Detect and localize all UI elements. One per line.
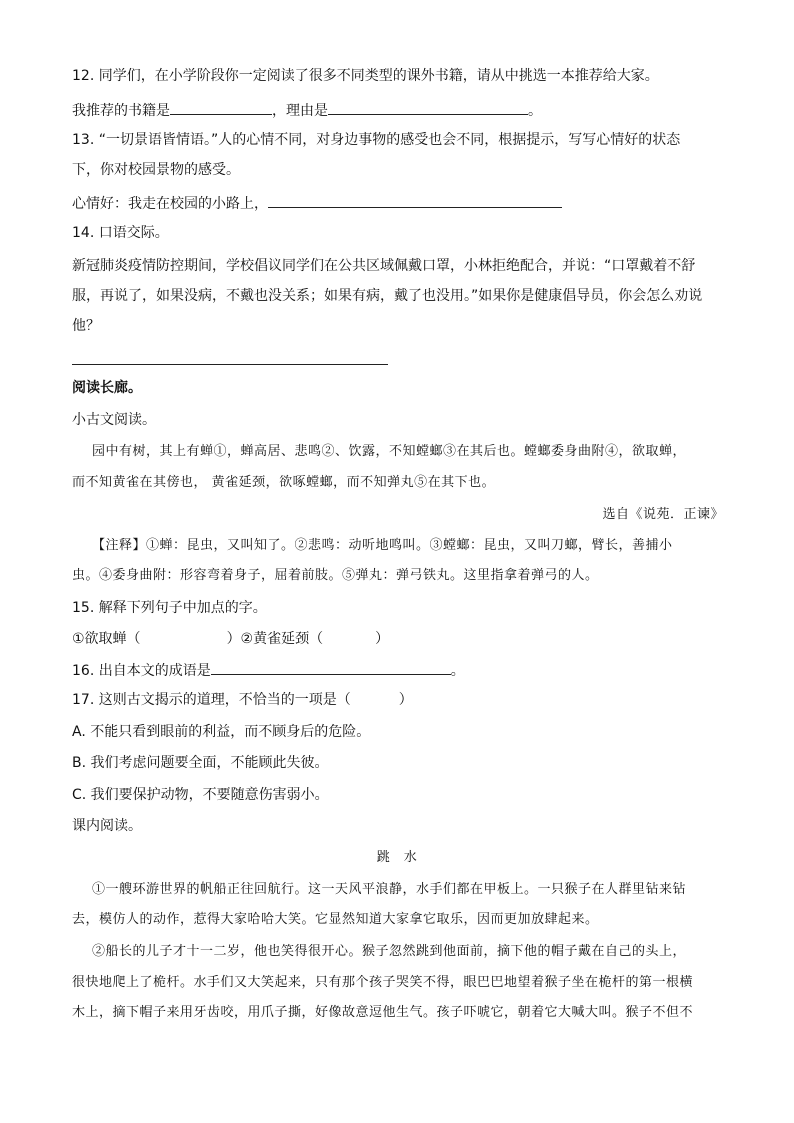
q13-prompt-line1: 13. “一切景语皆情语。”人的心情不同，对身边事物的感受也会不同，根据提示，写写心情好的状态 — [72, 132, 681, 148]
q17-option-a[interactable]: A. 不能只看到眼前的利益，而不顾身后的危险。 — [72, 724, 371, 740]
q16-line — [72, 660, 465, 681]
passage-p2-line3: 木上，摘下帽子来用牙齿咬，用爪子撕，好像故意逗他生气。孩子吓唬它，朝着它大喊大叫。猴子不但不 — [72, 1005, 694, 1020]
passage-p1-line2: 去，模仿人的动作，惹得大家哈哈大笑。它显然知道大家拿它取乐，因而更加放肆起来。 — [72, 912, 599, 927]
section-title: 阅读长廊。 — [72, 380, 142, 396]
q16-prompt: 16. 出自本文的成语是 — [72, 663, 211, 679]
passage-p2-line1: ②船长的儿子才十一二岁，他也笑得很开心。猴子忽然跳到他面前，摘下他的帽子戴在自己的头上， — [92, 944, 687, 959]
q12-prompt: 12. 同学们，在小学阶段你一定阅读了很多不同类型的课外书籍，请从中挑选一本推荐给大家。 — [72, 68, 659, 84]
q16-period: 。 — [450, 663, 465, 679]
passage-p2-line2: 很快地爬上了桅杆。水手们又大笑起来，只有那个孩子哭笑不得，眼巴巴地望着猴子坐在桅杆的第一根横 — [72, 975, 694, 990]
q17-title: 17. 这则古文揭示的道理，不恰当的一项是（ — [72, 692, 351, 708]
q14-text-line2: 服，再说了，如果没病，不戴也没关系；如果有病，戴了也没用。”如果你是健康倡导员，你会怎么劝说 — [72, 288, 703, 304]
classical-text-line1: 园中有树，其上有蝉①，蝉高居、悲鸣②、饮露，不知螳螂③在其后也。螳螂委身曲附④，欲取蝉， — [92, 444, 687, 459]
q17-option-c[interactable]: C. 我们要保护动物，不要随意伤害弱小。 — [72, 787, 329, 803]
q15-item1-label: ①欲取蝉（ — [72, 631, 141, 647]
q17-close: ） — [398, 692, 413, 708]
q12-reason-blank[interactable] — [328, 100, 528, 115]
q12-reason-label: ，理由是 — [272, 103, 328, 119]
passage-title: 跳 水 — [376, 850, 418, 865]
q14-text-line3: 他？ — [72, 318, 100, 334]
q12-book-blank[interactable] — [170, 100, 272, 115]
q14-text-line1: 新冠肺炎疫情防控期间，学校倡议同学们在公共区域佩戴口罩，小林拒绝配合，并说：“口罩戴着不舒 — [72, 258, 696, 274]
q12-answer-line — [72, 100, 542, 121]
q15-title: 15. 解释下列句子中加点的字。 — [72, 600, 267, 616]
q17-title-line — [72, 690, 413, 710]
q13-answer-blank[interactable] — [268, 193, 562, 208]
q12-period: 。 — [528, 103, 542, 119]
inclass-subtitle: 课内阅读。 — [72, 818, 142, 834]
q14-answer-blank[interactable] — [72, 364, 388, 365]
q12-book-label: 我推荐的书籍是 — [72, 103, 170, 119]
q14-title: 14. 口语交际。 — [72, 225, 169, 241]
classical-subtitle: 小古文阅读。 — [72, 412, 156, 428]
classical-note-line2: 虫。④委身曲附：形容弯着身子，屈着前肢。⑤弹丸：弹弓铁丸。这里指拿着弹弓的人。 — [72, 568, 599, 583]
q15-close: ） — [375, 631, 390, 647]
classical-text-line2: 而不知黄雀在其傍也， 黄雀延颈，欲啄螳螂，而不知弹丸⑤在其下也。 — [72, 475, 496, 490]
q13-prompt-line2: 下，你对校园景物的感受。 — [72, 162, 240, 178]
passage-p1-line1: ①一艘环游世界的帆船正往回航行。这一天风平浪静，水手们都在甲板上。一只猴子在人群里钻来钻 — [92, 882, 687, 897]
q15-item2-label: ）②黄雀延颈（ — [226, 631, 324, 647]
q16-answer-blank[interactable] — [211, 660, 451, 675]
q15-answer-line — [72, 629, 389, 649]
q13-answer-line — [72, 193, 562, 214]
q17-option-b[interactable]: B. 我们考虑问题要全面，不能顾此失彼。 — [72, 755, 329, 771]
classical-source: 选自《说苑．正谏》 — [602, 507, 724, 522]
classical-note-line1: 【注释】①蝉：昆虫，又叫知了。②悲鸣：动听地鸣叫。③螳螂：昆虫，又叫刀螂，臂长，善捕小 — [92, 538, 673, 553]
q13-answer-label: 心情好：我走在校园的小路上， — [72, 196, 268, 212]
